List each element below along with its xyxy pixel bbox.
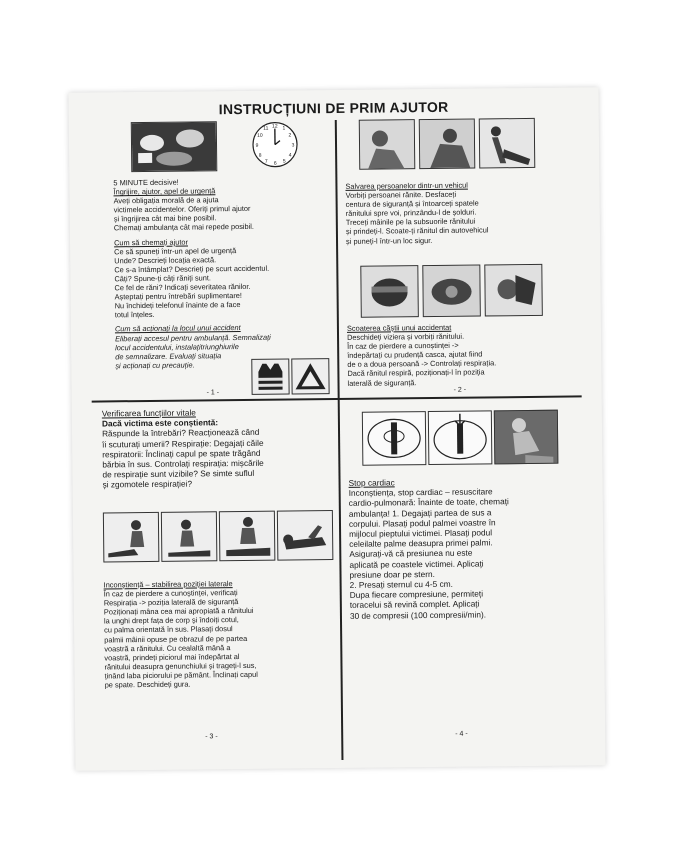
warning-triangle-icon: [291, 358, 329, 394]
document-title: INSTRUCȚIUNI DE PRIM AJUTOR: [218, 98, 449, 118]
care-line: Chemați ambulanța cât mai repede posibil.: [113, 222, 255, 233]
stop-line: mijlocul pieptului victimei. Plasați podul: [349, 527, 493, 539]
svg-text:6: 6: [273, 160, 277, 167]
helmet-removal-photo: [484, 264, 543, 317]
rescue-photo: [479, 118, 536, 169]
uncon-line: palmii mâinii opuse pe obrazul de pe partea: [104, 633, 248, 645]
call-line: totul înțeles.: [114, 310, 155, 320]
stop-line: Asigurați-vă că presiunea nu este: [349, 548, 473, 560]
stop-line: Inconștiența, stop cardiac – resuscitare: [348, 486, 493, 499]
conscious-line: de respirație sunt vizibile? Se simte suflul: [102, 468, 255, 480]
helmet-line: În caz de pierdere a cunoștinței ->: [347, 340, 459, 352]
check-heading: Verificarea funcțiilor vitale: [101, 407, 196, 419]
care-heading: Îngrijire, ajutor, apel de urgență: [113, 186, 216, 197]
uncon-line: Respirația -> poziția laterală de siguranță: [103, 597, 239, 608]
page3-unconscious-text: [104, 578, 339, 690]
act-heading: Cum să acționați la locul unui accident: [114, 323, 241, 334]
uncon-line: voastră, prindeți piciorul mai îndepărtat al: [104, 651, 240, 663]
stop-line: 2. Presați sternul cu 4-5 cm.: [349, 578, 453, 590]
call-line: Nu închideți telefonul înainte de a face: [114, 300, 241, 311]
call-line: Câți? Spune-ți câți răniți sunt.: [114, 273, 212, 284]
clock-icon: [247, 118, 304, 171]
rescue-line: Vorbiți persoanei rănite. Desfaceți: [345, 189, 457, 200]
conscious-line: Răspunde la întrebări? Reacționează când: [101, 427, 260, 439]
uncon-line: cu palma orientată în sus. Plasați dosul: [104, 624, 233, 635]
svg-text:12: 12: [272, 123, 278, 130]
page2-helmet-text: [347, 321, 582, 387]
five-minutes-text: 5 MINUTE decisive!: [113, 177, 179, 188]
stop-line: celeilalte palme deasupra primei palmi.: [349, 537, 493, 550]
act-line: locul accidentului, instalațitriunghiurile: [115, 341, 239, 352]
svg-text:1: 1: [282, 125, 286, 132]
accident-scene-photo: [131, 121, 218, 172]
stop-line: toracelui să revină complet. Aplicați: [349, 598, 480, 611]
svg-text:4: 4: [288, 152, 292, 159]
page3-vitals-text: [102, 406, 335, 490]
stop-line: 30 de compresii (100 compresii/min).: [349, 609, 487, 621]
svg-text:8: 8: [258, 152, 262, 159]
call-line: Ce să spuneți într-un apel de urgență: [114, 245, 237, 256]
svg-text:10: 10: [257, 132, 263, 139]
conscious-line: bărbia în sus. Controlați respirația: mișcările: [102, 457, 264, 470]
helmet-line: Deschideți viziera și vorbiți rănitului.: [346, 331, 465, 342]
stop-line: corpului. Plasați podul palmei voastre în: [348, 517, 496, 529]
helmet-line: de o a doua persoană -> Controlați respirația.: [347, 358, 497, 370]
stop-line: ambulanța! 1. Degajați partea de sus a: [348, 506, 492, 519]
rescue-line: centura de siguranță și întoarceți spatele: [345, 198, 479, 210]
act-line: Eliberați accesul pentru ambulanță. Semnalizați: [114, 332, 271, 343]
stop-line: Dupa fiecare compresiune, permiteți: [349, 588, 484, 601]
cpr-photo: [494, 410, 559, 465]
rescue-photo: [419, 119, 476, 170]
svg-text:11: 11: [263, 125, 269, 132]
page1-text: [113, 176, 335, 370]
rescue-heading: Salvarea persoanelor dintr-un vehicul: [345, 180, 468, 191]
rescue-line: Treceți mâinile pe la subsuorile rănitului: [345, 216, 476, 228]
uncon-heading: Inconștiență – stabilirea poziției laterale: [103, 579, 233, 590]
care-line: victimele accidentelor. Oferiți primul ajutor: [113, 204, 251, 215]
rescue-line: rănitului spre voi, prinzându-l de șolduri.: [345, 207, 477, 219]
rescue-line: și puneți-l într-un loc sigur.: [345, 235, 433, 246]
call-line: Ce fel de răni? Indicați severitatea rănilor.: [114, 281, 251, 293]
helmet-removal-photo: [360, 265, 419, 318]
care-line: și îngrijirea cât mai bine posibil.: [113, 213, 217, 224]
rescue-line: și prindeți-l. Scoate-ți rănitul din autovehicul: [345, 225, 489, 237]
uncon-line: Poziționați mâna cea mai apropiată a rănitului: [103, 606, 254, 617]
svg-text:3: 3: [291, 142, 295, 149]
act-line: și acționați cu precauție.: [115, 360, 195, 371]
rescue-photo: [359, 119, 416, 170]
helmet-removal-photo: [422, 264, 481, 317]
stop-heading: Stop cardiac: [348, 477, 395, 488]
stop-line: presiune doar pe stern.: [349, 568, 435, 580]
uncon-line: ținând laba piciorului pe pământ. Înclinați capul: [104, 669, 258, 681]
conscious-line: îi scuturați umerii? Respirație: Degajați căile: [102, 437, 264, 450]
chest-compression-diagram-icon: [428, 410, 493, 465]
uncon-line: rănitului deasupra genunchiului și trageți-l sus,: [104, 660, 257, 672]
stop-line: cardio-pulmonară: Înainte de toate, chemați: [348, 496, 509, 509]
svg-text:7: 7: [264, 158, 268, 165]
recovery-position-photo: [277, 510, 334, 561]
page-number: - 3 -: [205, 733, 218, 741]
act-line: de semnalizare. Evaluați situația: [115, 350, 222, 362]
recovery-position-photo: [219, 511, 276, 562]
safety-vest-icon: [251, 358, 289, 394]
page-number: - 2 -: [453, 386, 467, 394]
call-heading: Cum să chemați ajutor: [113, 237, 189, 247]
call-line: Așteptați pentru întrebări suplimentare!: [114, 291, 243, 302]
instruction-sheet: [68, 87, 605, 771]
page-number: - 4 -: [455, 730, 468, 738]
conscious-line: și zgomotele respirației?: [102, 478, 193, 490]
uncon-line: În caz de pierdere a cunoștinței, verificați: [103, 588, 238, 599]
helmet-line: laterală de siguranță.: [347, 377, 417, 388]
page-number: - 1 -: [206, 389, 220, 397]
recovery-position-photo: [103, 512, 160, 563]
uncon-line: la unghi drept fața de corp și îndoiți cotul,: [103, 615, 239, 626]
conscious-heading: Dacă victima este conștientă:: [101, 417, 219, 429]
recovery-position-photo: [161, 511, 218, 562]
svg-text:5: 5: [282, 158, 286, 165]
page2-rescue-text: [345, 179, 576, 245]
helmet-line: îndepărtați cu prudență casca, ajutat fiind: [347, 349, 483, 361]
uncon-line: voastră a rănitului. Cu cealaltă mână a: [104, 642, 231, 654]
stop-line: aplicată pe coastele victimei. Aplicați: [349, 558, 484, 570]
call-line: Ce s-a întâmplat? Descrieți pe scurt accidentul.: [114, 263, 270, 275]
page4-cardiac-text: [349, 475, 584, 620]
call-line: Unde? Descrieți locația exactă.: [114, 255, 217, 266]
conscious-line: respiratorii: Înclinați capul pe spate trăgând: [102, 447, 261, 460]
helmet-line: Dacă rănitul respiră, poziționați-l în poziția: [347, 367, 485, 379]
svg-text:9: 9: [255, 142, 259, 149]
chest-diagram-icon: [362, 411, 427, 466]
svg-text:2: 2: [288, 132, 292, 139]
helmet-heading: Scoaterea căștii unui accidentat: [346, 322, 452, 333]
uncon-line: pe spate. Deschideți gura.: [104, 679, 191, 690]
care-line: Aveți obligația morală de a ajuta: [113, 195, 219, 206]
